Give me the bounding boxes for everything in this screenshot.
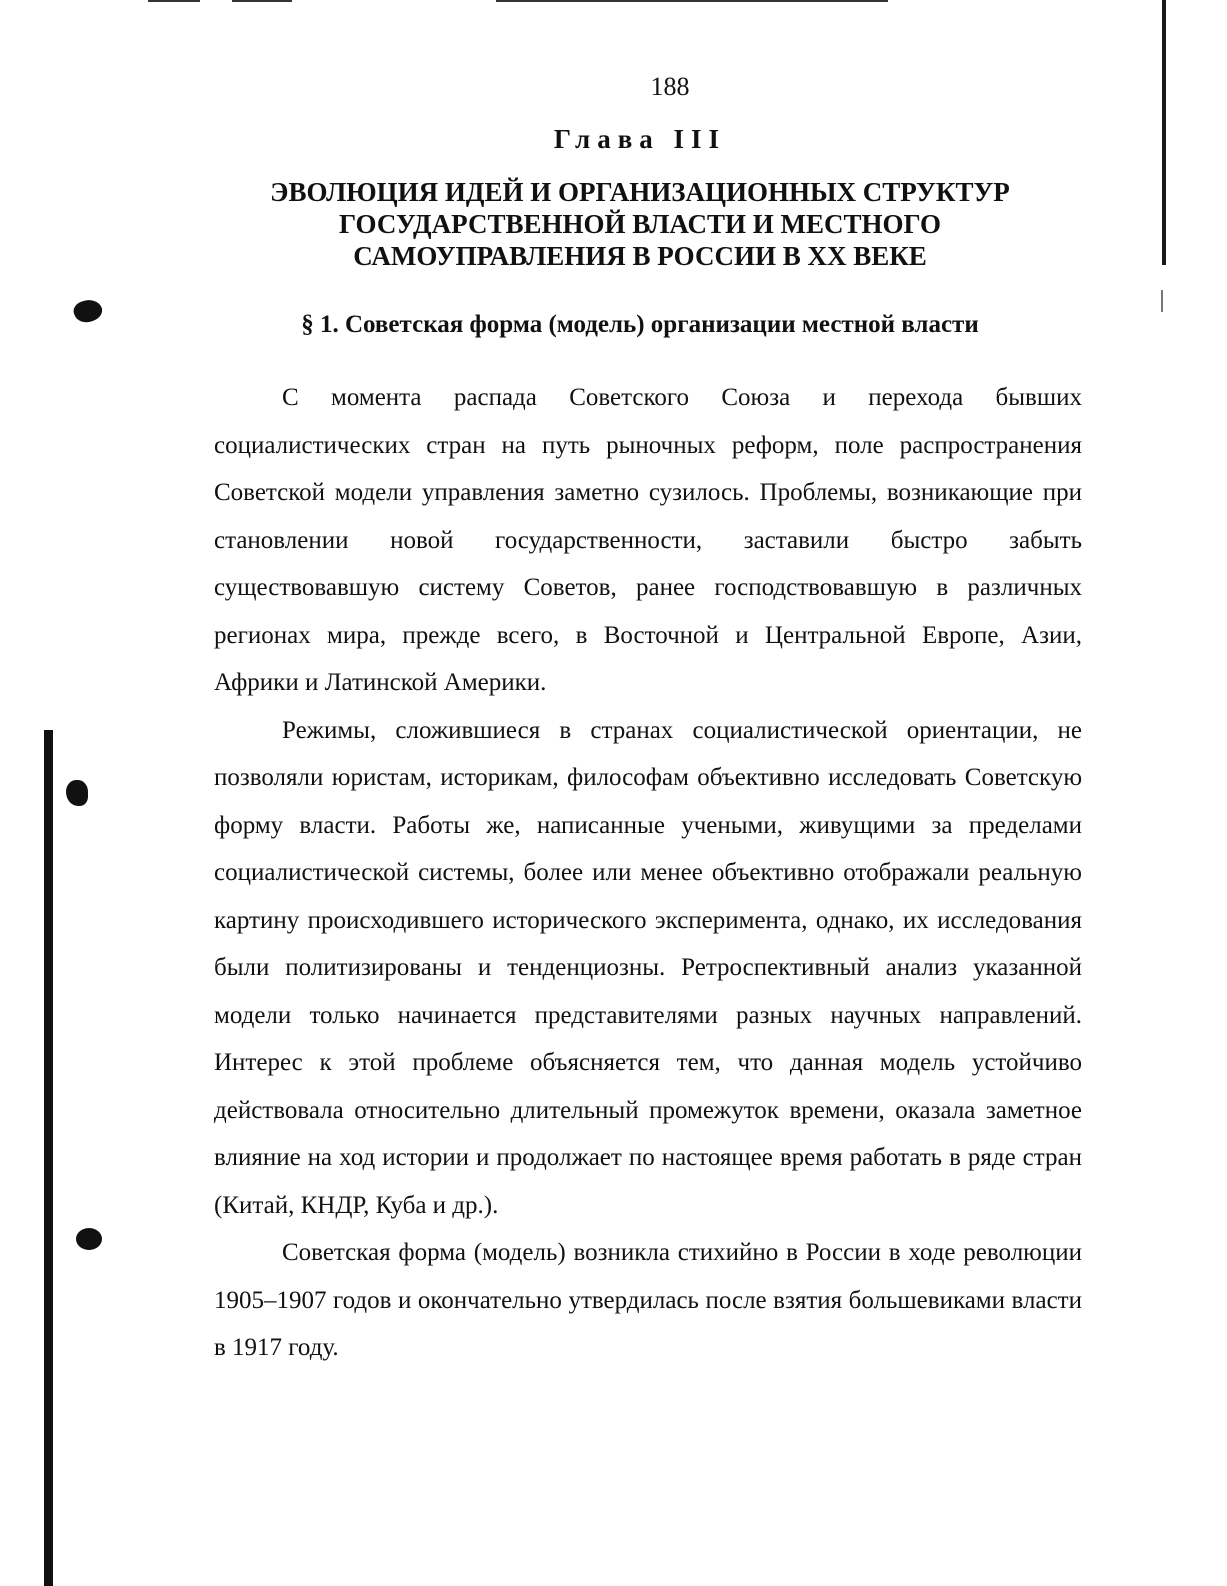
paragraph: Советская форма (модель) возникла стихийно в России в ходе революции 1905–1907 годов и окончательно утвердилась после взятия большевиками власти в 1917 году. [214, 1239, 1082, 1361]
chapter-title-line: САМОУПРАВЛЕНИЯ В РОССИИ В XX ВЕКЕ [353, 241, 927, 271]
section-title: § 1. Советская форма (модель) организации местной власти [301, 311, 979, 338]
punch-hole-mark-top [71, 296, 105, 326]
body-text [214, 374, 1082, 1372]
scan-edge-left [44, 730, 53, 1586]
scan-line-top-left [148, 0, 200, 2]
paragraph: Режимы, сложившиеся в странах социалистической ориентации, не позволяли юристам, историкам, философам объективно исследовать Советскую форму власти. Работы же, написанные учеными, живущими за пределами социалистической системы, более или менее объективно отображали реальную картину происходившего исторического эксперимента, однако, их исследования были политизированы и тенденциозны. Ретроспективный анализ указанной модели только начинается представителями разных научных направлений. Интерес к этой проблеме объясняется тем, что данная модель устойчиво действовала относительно длительный промежуток времени, оказала заметное влияние на ход истории и продолжает по настоящее время работать в ряде стран (Китай, КНДР, Куба и др.). [214, 716, 1082, 1219]
chapter-title-line: ЭВОЛЮЦИЯ ИДЕЙ И ОРГАНИЗАЦИОННЫХ СТРУКТУР [270, 177, 1010, 207]
scan-line-top-right [496, 0, 888, 2]
chapter-label: Глава III [553, 124, 727, 154]
chapter-title-line: ГОСУДАРСТВЕННОЙ ВЛАСТИ И МЕСТНОГО [338, 209, 941, 239]
punch-hole-mark-bottom [76, 1228, 102, 1250]
scan-edge-right-tick [1161, 290, 1163, 312]
paragraph: С момента распада Советского Союза и перехода бывших социалистических стран на путь рыночных реформ, поле распространения Советской модели управления заметно сузилось. Проблемы, возникающие при становлении новой государственности, заставили быстро забыть существовавшую систему Советов, ранее господствовавшую в различных регионах мира, прежде всего, в Восточной и Центральной Европе, Азии, Африки и Латинской Америки. [214, 384, 1082, 696]
punch-hole-mark-middle [66, 780, 88, 806]
page-number: 188 [650, 72, 690, 101]
scan-line-top-mid [232, 0, 292, 2]
chapter-title [240, 176, 1040, 272]
